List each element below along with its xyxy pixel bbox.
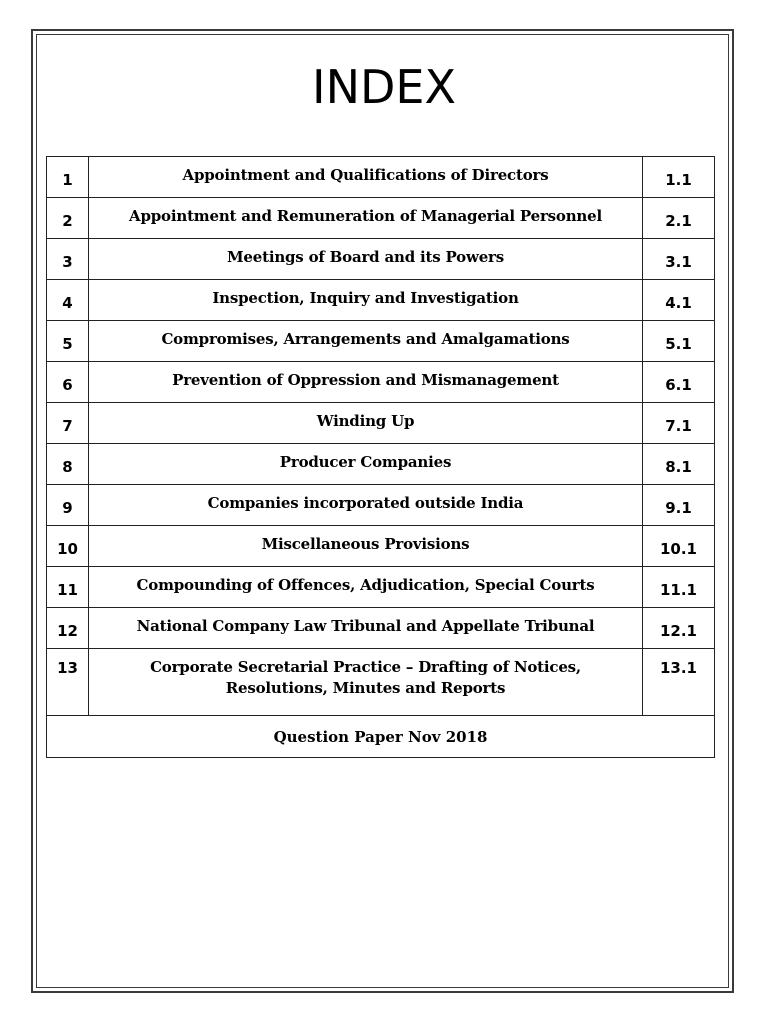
- chapter-page: 13.1: [643, 649, 715, 716]
- chapter-page: 11.1: [643, 567, 715, 608]
- chapter-page: 8.1: [643, 444, 715, 485]
- chapter-number: 10: [47, 526, 89, 567]
- chapter-number: 4: [47, 280, 89, 321]
- chapter-page: 12.1: [643, 608, 715, 649]
- chapter-page: 6.1: [643, 362, 715, 403]
- chapter-number: 3: [47, 239, 89, 280]
- index-row: [47, 444, 715, 485]
- chapter-number: 1: [47, 157, 89, 198]
- index-row: [47, 321, 715, 362]
- chapter-page: 4.1: [643, 280, 715, 321]
- index-row: [47, 157, 715, 198]
- chapter-title: Producer Companies: [89, 444, 643, 485]
- page-title: INDEX: [312, 60, 456, 114]
- chapter-page: 9.1: [643, 485, 715, 526]
- chapter-page: 2.1: [643, 198, 715, 239]
- index-footer-row: [47, 716, 715, 758]
- question-paper-entry: Question Paper Nov 2018: [47, 716, 715, 758]
- chapter-title: Prevention of Oppression and Mismanagement: [89, 362, 643, 403]
- chapter-number: 8: [47, 444, 89, 485]
- index-row: [47, 485, 715, 526]
- chapter-number: 6: [47, 362, 89, 403]
- chapter-number: 13: [47, 649, 89, 716]
- chapter-title: Appointment and Qualifications of Directors: [89, 157, 643, 198]
- chapter-number: 2: [47, 198, 89, 239]
- index-row: [47, 280, 715, 321]
- chapter-title-line-1: Corporate Secretarial Practice – Drafting of Notices,: [150, 658, 581, 676]
- chapter-number: 9: [47, 485, 89, 526]
- chapter-title: Miscellaneous Provisions: [89, 526, 643, 567]
- chapter-title: National Company Law Tribunal and Appellate Tribunal: [89, 608, 643, 649]
- index-row: [47, 198, 715, 239]
- chapter-number: 5: [47, 321, 89, 362]
- index-row: [47, 567, 715, 608]
- chapter-number: 7: [47, 403, 89, 444]
- chapter-title: Compounding of Offences, Adjudication, Special Courts: [89, 567, 643, 608]
- index-row: [47, 362, 715, 403]
- index-row: [47, 649, 715, 716]
- index-row: [47, 403, 715, 444]
- chapter-page: 5.1: [643, 321, 715, 362]
- chapter-title: Compromises, Arrangements and Amalgamations: [89, 321, 643, 362]
- chapter-title: Meetings of Board and its Powers: [89, 239, 643, 280]
- chapter-title: Inspection, Inquiry and Investigation: [89, 280, 643, 321]
- chapter-page: 3.1: [643, 239, 715, 280]
- chapter-title: Appointment and Remuneration of Managerial Personnel: [89, 198, 643, 239]
- chapter-page: 7.1: [643, 403, 715, 444]
- index-row: [47, 239, 715, 280]
- index-row: [47, 526, 715, 567]
- chapter-title-line-2: Resolutions, Minutes and Reports: [225, 679, 506, 697]
- index-table: [46, 156, 715, 758]
- chapter-number: 11: [47, 567, 89, 608]
- chapter-title: Companies incorporated outside India: [89, 485, 643, 526]
- chapter-page: 1.1: [643, 157, 715, 198]
- chapter-number: 12: [47, 608, 89, 649]
- chapter-title: [89, 649, 643, 716]
- chapter-page: 10.1: [643, 526, 715, 567]
- chapter-title: Winding Up: [89, 403, 643, 444]
- index-row: [47, 608, 715, 649]
